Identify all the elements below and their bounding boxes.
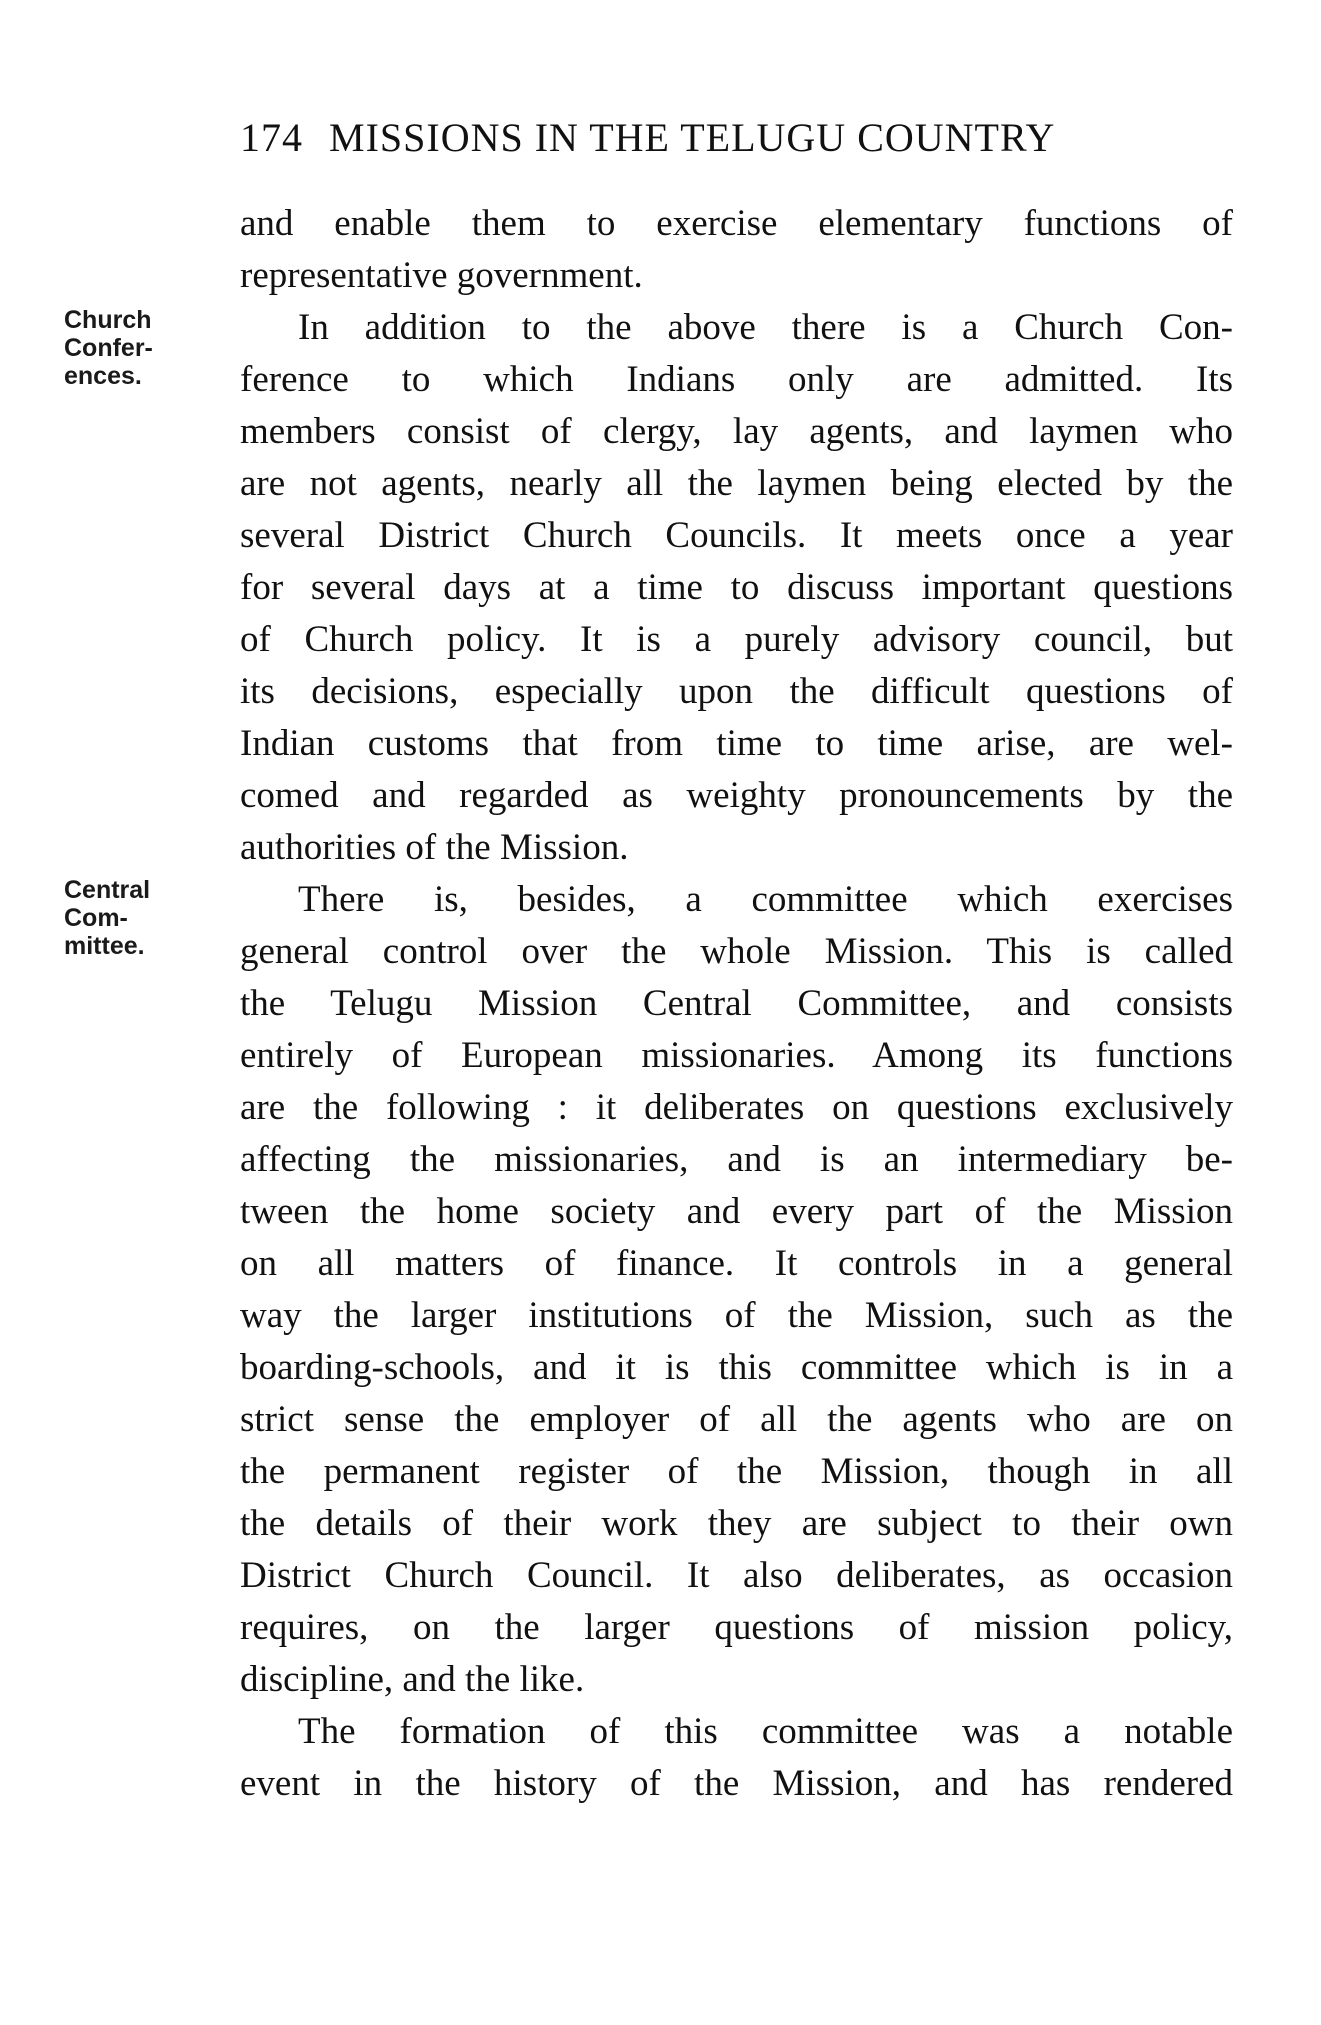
body-line: affecting the missionaries, and is an intermediary be- <box>240 1139 1233 1180</box>
body-line: general control over the whole Mission. This is called <box>240 931 1233 972</box>
body-line: of Church policy. It is a purely advisory council, but <box>240 619 1233 660</box>
body-line: The formation of this committee was a notable <box>298 1711 1233 1752</box>
margin-note-line: mittee. <box>64 932 145 960</box>
body-line: Indian customs that from time to time arise, are wel- <box>240 723 1233 764</box>
body-line: and enable them to exercise elementary functions of <box>240 203 1233 244</box>
body-line: way the larger institutions of the Mission, such as the <box>240 1295 1233 1336</box>
body-line: District Church Council. It also deliberates, as occasion <box>240 1555 1233 1596</box>
body-line: There is, besides, a committee which exercises <box>298 879 1233 920</box>
body-line: discipline, and the like. <box>240 1659 585 1700</box>
body-line: ference to which Indians only are admitted. Its <box>240 359 1233 400</box>
margin-note-line: Church <box>64 306 152 334</box>
body-line: In addition to the above there is a Church Con- <box>298 307 1233 348</box>
body-line: the details of their work they are subject to their own <box>240 1503 1233 1544</box>
margin-note-line: Confer- <box>64 334 153 362</box>
margin-note-line: Central <box>64 876 151 904</box>
margin-note-line: ences. <box>64 362 142 390</box>
body-line: several District Church Councils. It meets once a year <box>240 515 1233 556</box>
body-line: strict sense the employer of all the agents who are on <box>240 1399 1233 1440</box>
body-line: for several days at a time to discuss important questions <box>240 567 1233 608</box>
body-line: its decisions, especially upon the difficult questions of <box>240 671 1233 712</box>
running-header <box>240 114 1240 162</box>
margin-note-line: Com- <box>64 904 128 932</box>
body-line: entirely of European missionaries. Among its functions <box>240 1035 1233 1076</box>
body-line: the Telugu Mission Central Committee, and consists <box>240 983 1233 1024</box>
body-line: are not agents, nearly all the laymen being elected by the <box>240 463 1233 504</box>
margin-note-church-conferences <box>64 306 204 390</box>
body-line: on all matters of finance. It controls in a general <box>240 1243 1233 1284</box>
body-line: tween the home society and every part of the Mission <box>240 1191 1233 1232</box>
body-line: authorities of the Mission. <box>240 827 629 868</box>
page-number: 174 <box>240 115 303 160</box>
body-line: event in the history of the Mission, and has rendered <box>240 1763 1233 1804</box>
body-line: representative government. <box>240 255 643 296</box>
body-line: requires, on the larger questions of mission policy, <box>240 1607 1233 1648</box>
body-line: members consist of clergy, lay agents, and laymen who <box>240 411 1233 452</box>
running-title: MISSIONS IN THE TELUGU COUNTRY <box>329 115 1056 160</box>
body-line: comed and regarded as weighty pronouncements by the <box>240 775 1233 816</box>
body-line: the permanent register of the Mission, though in all <box>240 1451 1233 1492</box>
body-line: boarding-schools, and it is this committee which is in a <box>240 1347 1233 1388</box>
body-line: are the following : it deliberates on questions exclusively <box>240 1087 1233 1128</box>
margin-note-central-committee <box>64 876 204 960</box>
